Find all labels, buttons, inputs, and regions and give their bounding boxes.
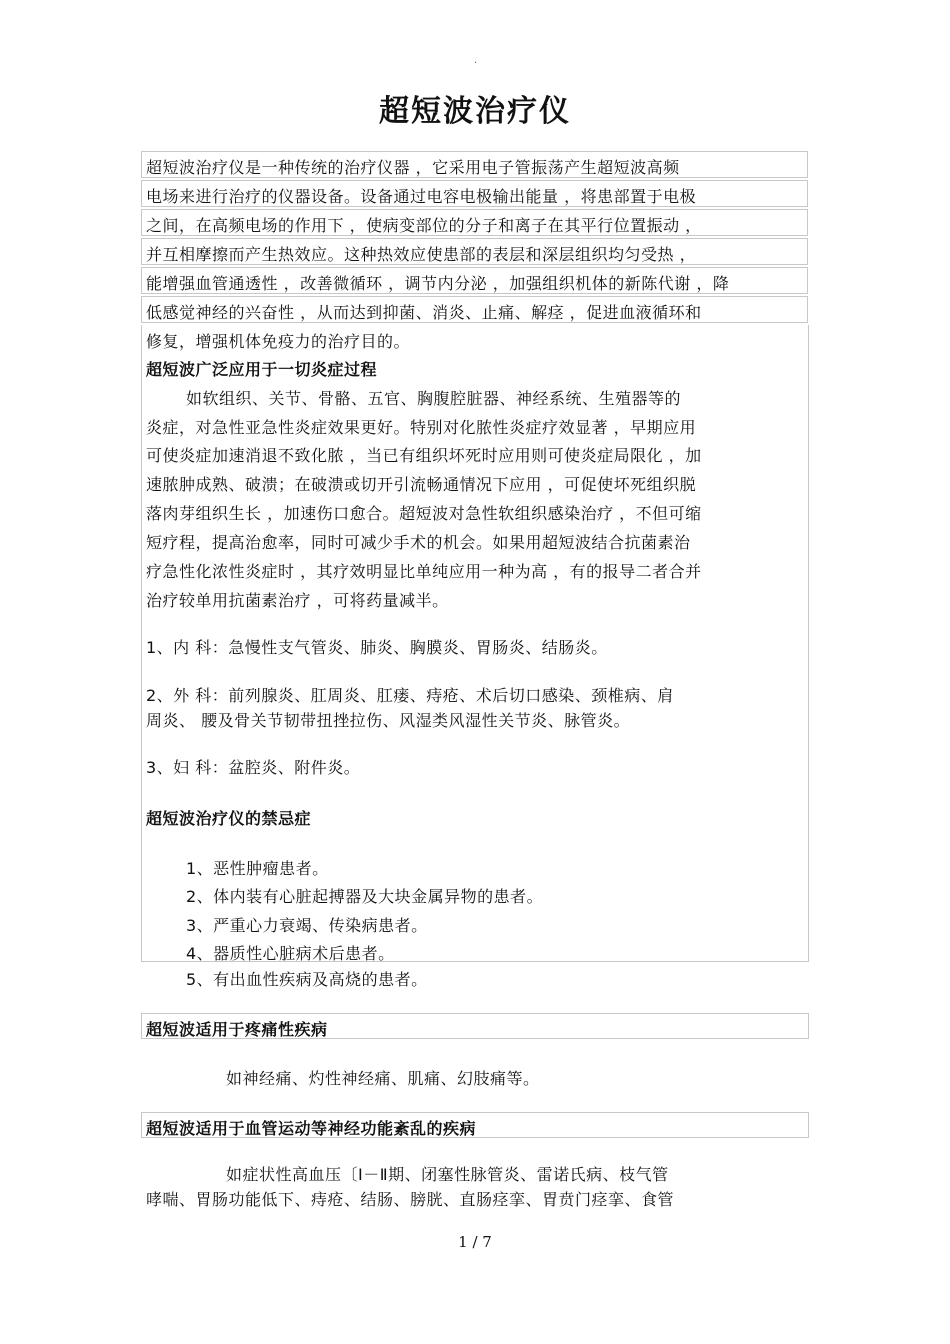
section-heading: 超短波广泛应用于一切炎症过程 [146,360,378,379]
intro-line: 能增强血管通透性 ，改善微循环 ，调节内分泌 ，加强组织机体的新陈代谢 ，降 [146,274,730,293]
page-title: 超短波治疗仪 [379,94,571,129]
section-text-line: 如神经痛、灼性神经痛、肌痛、幻肢痛等。 [226,1069,540,1088]
list-item: 4、器质性心脏病术后患者。 [186,944,395,963]
intro-line: 超短波治疗仪是一种传统的治疗仪器 ，它采用电子管振荡产生超短波高频 [146,158,680,177]
section-heading: 超短波治疗仪的禁忌症 [146,809,312,828]
intro-line: 电场来进行治疗的仪器设备。设备通过电容电极输出能量 ，将患部置于电极 [146,187,697,206]
section-heading: 超短波适用于疼痛性疾病 [146,1020,328,1039]
intro-line: 低感觉神经的兴奋性 ，从而达到抑菌、消炎、止痛、解痉 ，促进血液循环和 [146,303,702,322]
section-text-line: 可使炎症加速消退不致化脓 ，当已有组织坏死时应用则可使炎症局限化 ，加 [146,446,702,465]
list-item: 2、外 科：前列腺炎、肛周炎、肛瘘、痔疮、术后切口感染、颈椎病、肩 [146,686,674,705]
list-item: 3、妇 科：盆腔炎、附件炎。 [146,758,361,777]
section-text-line: 落肉芽组织生长 ，加速伤口愈合。超短波对急性软组织感染治疗 ，不但可缩 [146,504,702,523]
intro-line: 修复，增强机体免疫力的治疗目的。 [146,332,411,351]
section-text-line: 疗急性化浓性炎症时 ，其疗效明显比单纯应用一种为高 ，有的报导二者合并 [146,562,702,581]
section-text-line: 短疗程，提高治愈率，同时可减少手术的机会。如果用超短波结合抗菌素治 [146,533,691,552]
intro-line: 之间，在高频电场的作用下 ，使病变部位的分子和离子在其平行位置振动 ， [146,216,702,235]
section-heading: 超短波适用于血管运动等神经功能紊乱的疾病 [146,1119,477,1138]
section-text-line: 如症状性高血压〔Ⅰ－Ⅱ期、闭塞性脉管炎、雷诺氏病、枝气管 [226,1165,669,1184]
section-text-line: 炎症，对急性亚急性炎症效果更好。特别对化脓性炎症疗效显著 ，早期应用 [146,418,697,437]
list-item: 2、体内装有心脏起搏器及大块金属异物的患者。 [186,887,544,906]
list-item: 1、恶性肿瘤患者。 [186,859,329,878]
list-item: 5、有出血性疾病及高烧的患者。 [186,970,428,989]
section-text-line: 哮喘、胃肠功能低下、痔疮、结肠、膀胱、直肠痉挛、胃贲门痉挛、食管 [146,1190,675,1209]
page-number: 1 / 7 [458,1233,492,1251]
list-item: 周炎、 腰及骨关节韧带扭挫拉伤、风湿类风湿性关节炎、脉管炎。 [146,711,631,730]
section-text-line: 治疗较单用抗菌素治疗 ，可将药量减半。 [146,591,449,610]
header-mark: · [474,58,478,69]
section-text-line: 如软组织、关节、骨骼、五官、胸腹腔脏器、神经系统、生殖器等的 [186,389,682,408]
section-text-line: 速脓肿成熟、破溃；在破溃或切开引流畅通情况下应用 ，可促使坏死组织脱 [146,475,697,494]
list-item: 3、严重心力衰竭、传染病患者。 [186,916,428,935]
intro-line: 并互相摩擦而产生热效应。这种热效应使患部的表层和深层组织均匀受热 ， [146,245,697,264]
list-item: 1、内 科：急慢性支气管炎、肺炎、胸膜炎、胃肠炎、结肠炎。 [146,638,608,657]
